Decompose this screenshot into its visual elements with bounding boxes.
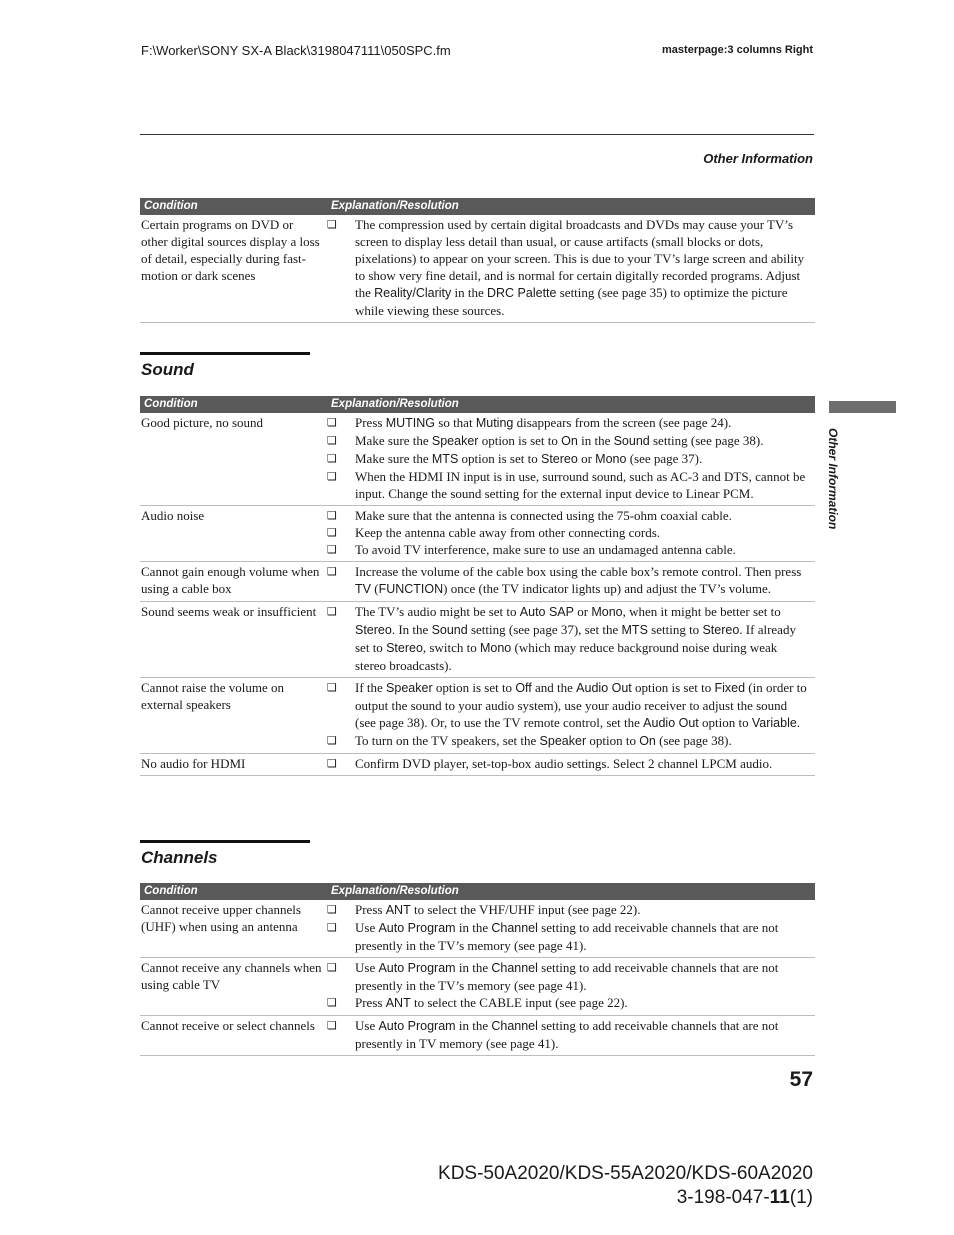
explanation-cell [327,562,815,602]
checkbox-bullet-icon: ❑ [327,565,337,578]
checkbox-bullet-icon: ❑ [327,434,337,447]
checkbox-bullet-icon: ❑ [327,218,337,231]
top-rule [140,134,814,135]
channels-table [140,883,815,1056]
section-tag: Other Information [703,151,813,166]
side-tab-label: Other Information [826,428,840,530]
list-item: ❑ To avoid TV interference, make sure to use an undamaged antenna cable. [327,542,736,557]
checkbox-bullet-icon: ❑ [327,1019,337,1032]
list-item: ❑ Press MUTING so that Muting disappears from the screen (see page 24). [327,415,732,430]
picture-table-block [140,198,815,323]
model-info [438,1162,813,1210]
list-item: ❑ Keep the antenna cable away from other connecting cords. [327,525,661,540]
list-item: ❑ The compression used by certain digital broadcasts and DVDs may cause your TV’s screen to display less detail than usual, or cause artifacts (small blocks or dots, pixelations) to appear on your screen. This is due to your TV’s large screen and ability to show very fine detail, and is normal for certain digitally recorded programs. Adjust the Reality/Clarity in the DRC Palette setting (see page 35) to optimize the picture while viewing these sources. [327,217,805,318]
sound-section-title: Sound [141,360,194,379]
checkbox-bullet-icon: ❑ [327,416,337,429]
checkbox-bullet-icon: ❑ [327,681,337,694]
table-row [140,215,815,323]
table-row [140,602,815,678]
explanation-header: Explanation/Resolution [327,883,815,900]
condition-header: Condition [140,198,327,215]
list-item: ❑ Press ANT to select the CABLE input (see page 22). [327,995,628,1010]
checkbox-bullet-icon: ❑ [327,961,337,974]
condition-cell: Cannot receive upper channels (UHF) when using an antenna [140,900,327,958]
explanation-cell [327,215,815,323]
explanation-header: Explanation/Resolution [327,198,815,215]
channels-section-rule [140,840,310,843]
condition-cell: No audio for HDMI [140,754,327,776]
table-row [140,562,815,602]
table-row [140,1016,815,1056]
explanation-cell [327,1016,815,1056]
condition-cell: Certain programs on DVD or other digital sources display a loss of detail, especially during fast-motion or dark scenes [140,215,327,323]
explanation-cell [327,678,815,754]
condition-header: Condition [140,883,327,900]
list-item: ❑ Use Auto Program in the Channel setting to add receivable channels that are not presently in the TV’s memory (see page 41). [327,920,779,953]
list-item: ❑ Make sure that the antenna is connected using the 75-ohm coaxial cable. [327,508,732,523]
explanation-cell [327,958,815,1016]
condition-cell: Cannot receive or select channels [140,1016,327,1056]
table-header-row [140,883,815,900]
channels-section-title: Channels [141,848,218,867]
explanation-cell [327,506,815,562]
list-item: ❑ Make sure the MTS option is set to Stereo or Mono (see page 37). [327,451,703,466]
sound-table-block [140,396,815,776]
condition-header: Condition [140,396,327,413]
file-path: F:\Worker\SONY SX-A Black\3198047111\050SPC.fm [141,43,451,58]
explanation-cell [327,413,815,506]
list-item: ❑ Make sure the Speaker option is set to On in the Sound setting (see page 38). [327,433,764,448]
explanation-cell [327,900,815,958]
table-row [140,413,815,506]
page-number: 57 [789,1068,813,1091]
list-item: ❑ Confirm DVD player, set-top-box audio settings. Select 2 channel LPCM audio. [327,756,773,771]
list-item: ❑ Increase the volume of the cable box using the cable box’s remote control. Then press TV (FUNCTION) once (the TV indicator lights up) and adjust the TV’s volume. [327,564,802,596]
checkbox-bullet-icon: ❑ [327,921,337,934]
sound-section-rule [140,352,310,355]
checkbox-bullet-icon: ❑ [327,543,337,556]
checkbox-bullet-icon: ❑ [327,526,337,539]
sound-table [140,396,815,776]
table-row [140,754,815,776]
list-item: ❑ When the HDMI IN input is in use, surround sound, such as AC-3 and DTS, cannot be input. Change the sound setting for the external input device to Linear PCM. [327,469,806,501]
doc-number: 3-198-047-11(1) [676,1187,813,1208]
checkbox-bullet-icon: ❑ [327,605,337,618]
condition-cell: Cannot gain enough volume when using a cable box [140,562,327,602]
table-header-row [140,198,815,215]
checkbox-bullet-icon: ❑ [327,509,337,522]
list-item: ❑ To turn on the TV speakers, set the Speaker option to On (see page 38). [327,733,732,748]
checkbox-bullet-icon: ❑ [327,734,337,747]
table-row [140,678,815,754]
checkbox-bullet-icon: ❑ [327,757,337,770]
side-tab-bar [829,401,896,413]
explanation-cell [327,602,815,678]
condition-cell: Cannot raise the volume on external speakers [140,678,327,754]
table-header-row [140,396,815,413]
list-item: ❑ Use Auto Program in the Channel setting to add receivable channels that are not presently in the TV’s memory (see page 41). [327,960,779,993]
picture-table [140,198,815,323]
masterpage-label: masterpage:3 columns Right [662,44,813,56]
table-row [140,506,815,562]
checkbox-bullet-icon: ❑ [327,996,337,1009]
checkbox-bullet-icon: ❑ [327,452,337,465]
list-item: ❑ Use Auto Program in the Channel setting to add receivable channels that are not presently in TV memory (see page 41). [327,1018,779,1051]
checkbox-bullet-icon: ❑ [327,470,337,483]
explanation-cell [327,754,815,776]
condition-cell: Audio noise [140,506,327,562]
condition-cell: Cannot receive any channels when using cable TV [140,958,327,1016]
list-item: ❑ Press ANT to select the VHF/UHF input (see page 22). [327,902,641,917]
model-line: KDS-50A2020/KDS-55A2020/KDS-60A2020 [438,1163,813,1184]
explanation-header: Explanation/Resolution [327,396,815,413]
channels-table-block [140,883,815,1056]
condition-cell: Good picture, no sound [140,413,327,506]
table-row [140,958,815,1016]
table-row [140,900,815,958]
list-item: ❑ If the Speaker option is set to Off and the Audio Out option is set to Fixed (in order to output the sound to your audio system), use your audio receiver to adjust the sound (see page 38). Or, to use the TV remote control, set the Audio Out option to Variable. [327,680,807,730]
list-item: ❑ The TV’s audio might be set to Auto SAP or Mono, when it might be better set to Stereo. In the Sound setting (see page 37), set the MTS setting to Stereo. If already set to Stereo, switch to Mono (which may reduce background noise during weak stereo broadcasts). [327,604,796,673]
condition-cell: Sound seems weak or insufficient [140,602,327,678]
checkbox-bullet-icon: ❑ [327,903,337,916]
